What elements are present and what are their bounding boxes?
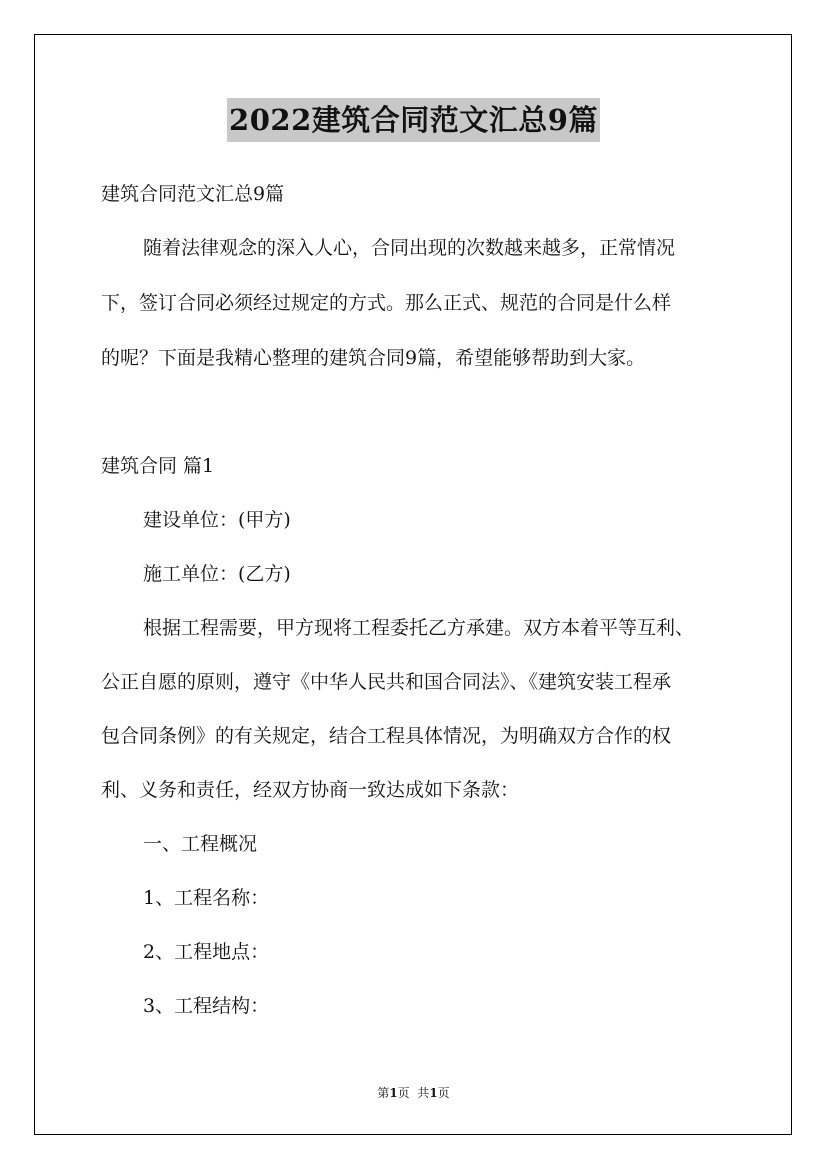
body-line-1: 根据工程需要，甲方现将工程委托乙方承建。双方本着平等互利、 xyxy=(143,617,695,639)
footer-page-suffix: 页 xyxy=(437,1086,450,1100)
clause-item-1: 1、工程名称： xyxy=(143,887,270,909)
section-heading: 建筑合同 篇1 xyxy=(101,455,215,477)
title-container xyxy=(0,98,827,142)
document-subtitle: 建筑合同范文汇总9篇 xyxy=(101,183,285,205)
intro-line-2: 下，签订合同必须经过规定的方式。那么正式、规范的合同是什么样 xyxy=(101,292,672,314)
body-line-2: 公正自愿的原则，遵守《中华人民共和国合同法》、《建筑安装工程承 xyxy=(101,671,672,693)
body-line-3: 包合同条例》的有关规定，结合工程具体情况，为明确双方合作的权 xyxy=(101,725,672,747)
clause-heading: 一、工程概况 xyxy=(143,833,258,855)
intro-line-3: 的呢？下面是我精心整理的建筑合同9篇，希望能够帮助到大家。 xyxy=(101,347,646,369)
page-footer xyxy=(0,1085,827,1101)
footer-page-mid: 页 共 xyxy=(397,1086,430,1100)
clause-item-3: 3、工程结构： xyxy=(143,995,270,1017)
party-b-line: 施工单位：(乙方) xyxy=(143,563,291,585)
intro-line-1: 随着法律观念的深入人心，合同出现的次数越来越多，正常情况 xyxy=(143,237,676,259)
footer-page-prefix: 第 xyxy=(377,1086,390,1100)
party-a-line: 建设单位：(甲方) xyxy=(143,509,291,531)
document-title: 2022建筑合同范文汇总9篇 xyxy=(227,98,600,142)
footer-page-number: 1 xyxy=(389,1086,398,1100)
clause-item-2: 2、工程地点： xyxy=(143,941,270,963)
body-line-4: 利、义务和责任，经双方协商一致达成如下条款： xyxy=(101,779,520,801)
footer-page-total: 1 xyxy=(429,1086,438,1100)
